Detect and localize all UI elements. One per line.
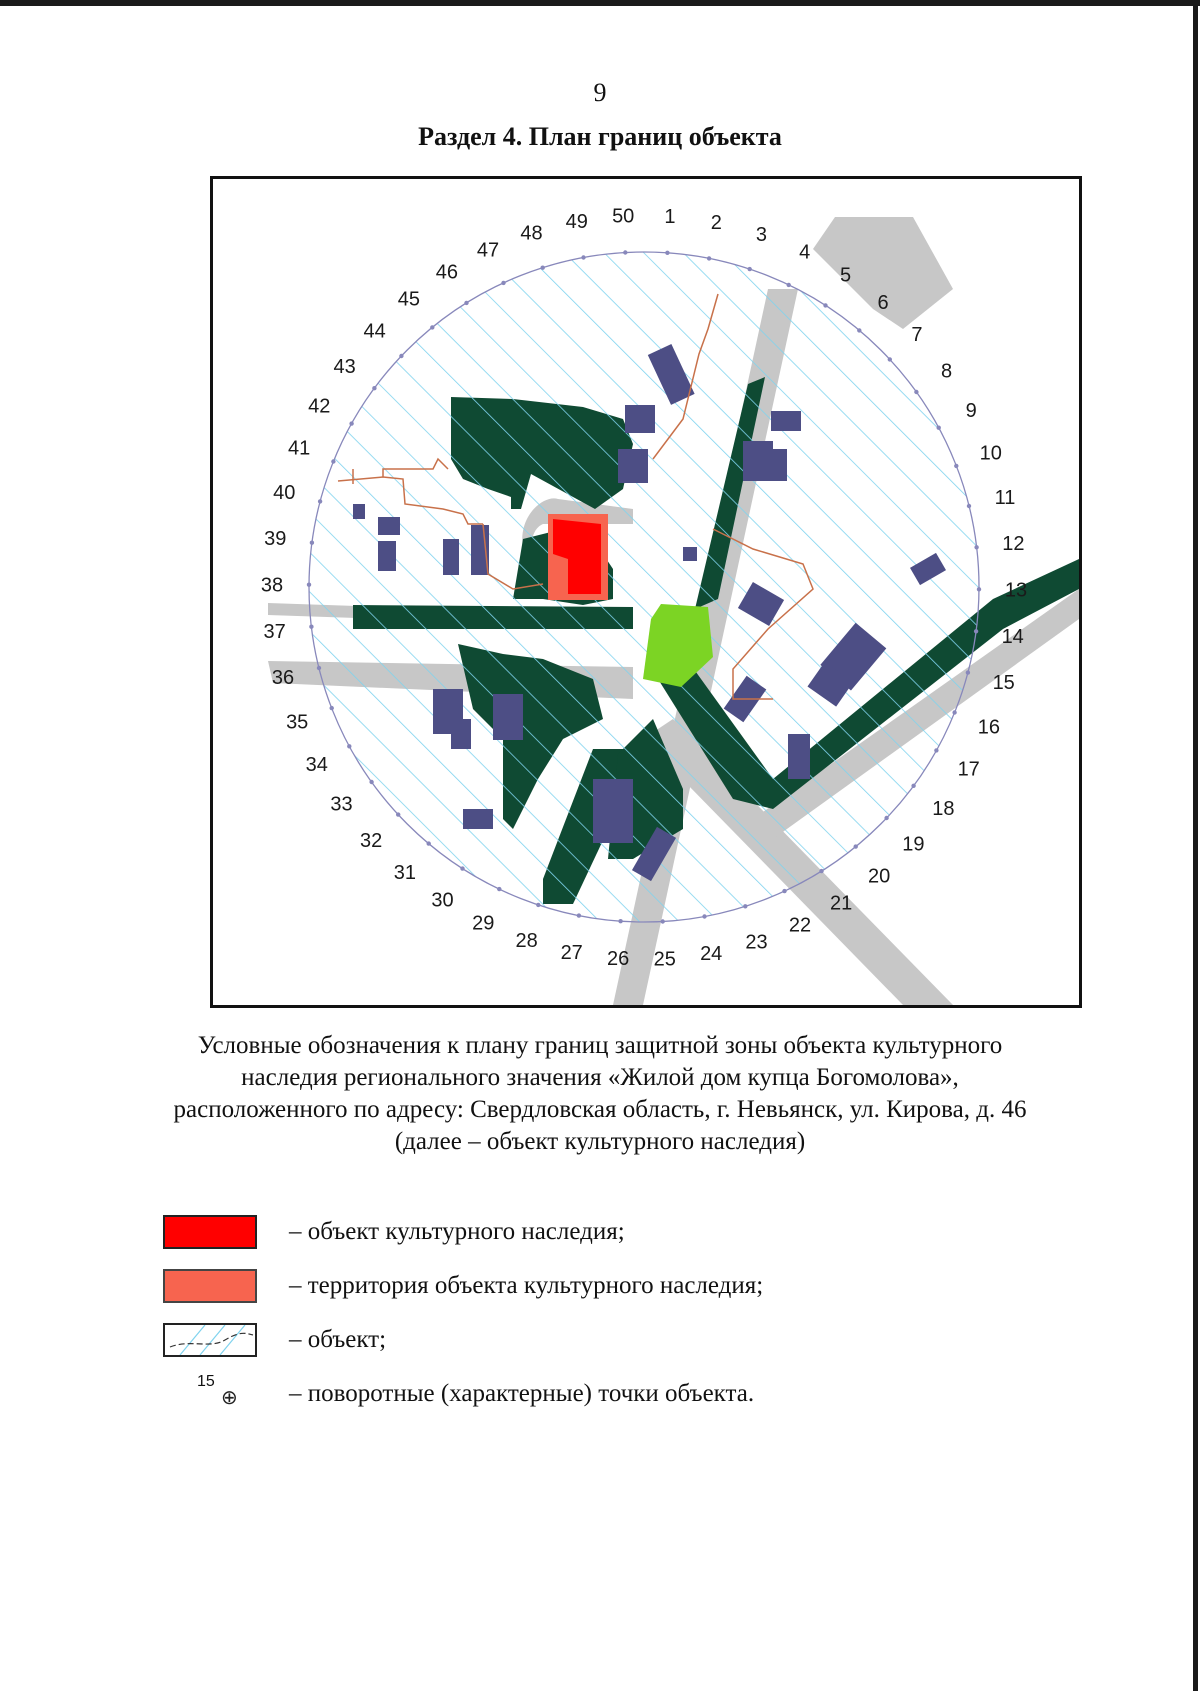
- building: [493, 694, 523, 740]
- boundary-point-marker: [952, 710, 956, 714]
- boundary-point-marker: [665, 251, 669, 255]
- turning-point-number: 15: [197, 1373, 215, 1390]
- boundary-point-marker: [536, 903, 540, 907]
- legend-label: – объект культурного наследия;: [289, 1218, 625, 1245]
- boundary-point-marker: [581, 255, 585, 259]
- boundary-point-marker: [911, 784, 915, 788]
- boundary-point-label: 46: [435, 261, 459, 284]
- boundary-point-marker: [307, 583, 311, 587]
- boundary-point-marker: [857, 328, 861, 332]
- boundary-point-marker: [330, 706, 334, 710]
- section-title: Раздел 4. План границ объекта: [418, 122, 782, 151]
- boundary-point-label: 25: [653, 948, 676, 971]
- boundary-point-label: 3: [755, 224, 767, 246]
- building: [378, 517, 400, 535]
- boundary-point-marker: [661, 919, 665, 923]
- protective-zone: [309, 252, 979, 922]
- boundary-point-label: 45: [397, 288, 421, 311]
- boundary-plan-map: [210, 176, 1082, 1008]
- boundary-point-label: 36: [271, 667, 295, 689]
- boundary-point-label: 17: [957, 758, 980, 781]
- boundary-point-marker: [501, 281, 505, 285]
- boundary-point-marker: [430, 325, 434, 329]
- boundary-point-label: 49: [565, 211, 588, 234]
- boundary-point-marker: [460, 866, 464, 870]
- boundary-point-label: 35: [286, 711, 309, 734]
- legend-item-object: [163, 1320, 387, 1360]
- boundary-point-label: 37: [263, 621, 286, 643]
- legend-label: – территория объекта культурного наследия;: [289, 1272, 764, 1299]
- legend-label: – объект;: [289, 1326, 387, 1353]
- building: [683, 547, 697, 561]
- caption-line-1: Условные обозначения к плану границ защитной зоны объекта культурного: [197, 1032, 1003, 1059]
- boundary-point-marker: [974, 629, 978, 633]
- boundary-point-marker: [743, 904, 747, 908]
- caption-line-2: наследия регионального значения «Жилой дом купца Богомолова»,: [241, 1064, 959, 1091]
- boundary-point-marker: [914, 390, 918, 394]
- boundary-point-label: 40: [273, 482, 296, 504]
- legend-turning-point-sample: [163, 1373, 257, 1411]
- boundary-point-marker: [966, 670, 970, 674]
- building: [771, 411, 801, 431]
- boundary-point-label: 26: [606, 948, 630, 971]
- building: [763, 449, 787, 481]
- legend-swatch-salmon: [163, 1269, 257, 1303]
- boundary-point-label: 30: [431, 889, 454, 912]
- boundary-point-marker: [577, 913, 581, 917]
- boundary-point-label: 24: [700, 942, 723, 965]
- boundary-point-marker: [623, 250, 627, 254]
- boundary-point-marker: [888, 357, 892, 361]
- boundary-point-marker: [787, 283, 791, 287]
- boundary-point-label: 9: [965, 400, 977, 423]
- boundary-point-label: 42: [308, 395, 331, 418]
- boundary-point-label: 5: [839, 264, 852, 287]
- building: [443, 539, 459, 575]
- boundary-point-label: 44: [363, 320, 386, 343]
- boundary-point-label: 41: [287, 437, 311, 460]
- legend-item-turning-point: [163, 1373, 755, 1414]
- boundary-point-label: 27: [560, 941, 583, 964]
- page-right-edge: [1193, 0, 1198, 1691]
- boundary-point-label: 18: [932, 797, 955, 820]
- boundary-point-marker: [954, 464, 958, 468]
- boundary-point-label: 31: [393, 862, 417, 884]
- boundary-point-marker: [748, 267, 752, 271]
- boundary-point-label: 32: [359, 829, 383, 852]
- boundary-point-label: 6: [877, 292, 889, 314]
- boundary-point-marker: [310, 541, 314, 545]
- legend-swatch-hatched: [163, 1323, 257, 1357]
- boundary-point-marker: [372, 386, 376, 390]
- building: [378, 541, 396, 571]
- boundary-point-label: 22: [788, 914, 812, 937]
- caption-line-4: (далее – объект культурного наследия): [394, 1128, 806, 1155]
- building: [788, 734, 810, 779]
- boundary-point-label: 29: [472, 912, 495, 935]
- legend-caption: [150, 1030, 1050, 1158]
- boundary-point-label: 11: [994, 487, 1016, 509]
- boundary-point-marker: [618, 919, 622, 923]
- boundary-point-marker: [707, 256, 711, 260]
- boundary-point-marker: [369, 780, 373, 784]
- boundary-point-label: 16: [977, 716, 1001, 739]
- boundary-point-marker: [977, 587, 981, 591]
- boundary-point-label: 47: [476, 239, 500, 262]
- page-top-edge: [0, 0, 1200, 6]
- building: [625, 405, 655, 433]
- boundary-point-label: 48: [520, 222, 543, 245]
- building: [593, 779, 633, 843]
- boundary-point-label: 38: [260, 574, 284, 597]
- caption-line-3: расположенного по адресу: Свердловская область, г. Невьянск, ул. Кирова, д. 46: [173, 1096, 1027, 1123]
- boundary-point-marker: [464, 301, 468, 305]
- building: [618, 449, 648, 483]
- building: [353, 504, 365, 519]
- boundary-point-label: 34: [305, 753, 328, 776]
- boundary-point-marker: [427, 841, 431, 845]
- boundary-point-label: 15: [992, 672, 1015, 694]
- boundary-point-marker: [854, 844, 858, 848]
- boundary-point-marker: [782, 889, 786, 893]
- building: [463, 809, 493, 829]
- boundary-point-label: 7: [911, 324, 923, 347]
- boundary-point-marker: [967, 504, 971, 508]
- boundary-point-label: 8: [940, 360, 953, 383]
- boundary-point-marker: [884, 816, 888, 820]
- boundary-point-marker: [819, 869, 823, 873]
- boundary-point-label: 23: [745, 931, 768, 954]
- boundary-point-marker: [702, 914, 706, 918]
- boundary-point-marker: [934, 748, 938, 752]
- boundary-point-marker: [317, 666, 321, 670]
- boundary-point-label: 1: [664, 205, 676, 228]
- boundary-point-label: 33: [330, 793, 353, 816]
- building: [451, 719, 471, 749]
- boundary-point-marker: [399, 354, 403, 358]
- boundary-point-label: 19: [902, 833, 925, 856]
- boundary-point-marker: [349, 421, 353, 425]
- boundary-point-marker: [497, 887, 501, 891]
- legend-swatch-red: [163, 1215, 257, 1249]
- legend-label: – поворотные (характерные) точки объекта.: [289, 1380, 755, 1407]
- page-number: 9: [593, 78, 607, 107]
- boundary-point-label: 4: [799, 241, 811, 264]
- boundary-point-marker: [937, 426, 941, 430]
- boundary-point-marker: [396, 812, 400, 816]
- boundary-point-marker: [823, 303, 827, 307]
- boundary-point-label: 13: [1004, 579, 1028, 602]
- legend-item-heritage-object: [163, 1212, 625, 1252]
- crosshair-icon: ⊕: [221, 1387, 238, 1409]
- legend-item-heritage-territory: [163, 1266, 764, 1306]
- boundary-point-marker: [318, 499, 322, 503]
- boundary-point-label: 20: [867, 865, 891, 888]
- boundary-point-label: 21: [829, 892, 853, 915]
- boundary-point-label: 12: [1002, 533, 1025, 555]
- boundary-point-label: 43: [333, 356, 356, 379]
- boundary-point-label: 39: [264, 527, 287, 550]
- boundary-point-label: 2: [710, 212, 722, 235]
- boundary-point-label: 28: [515, 930, 538, 952]
- boundary-point-marker: [541, 266, 545, 270]
- boundary-point-label: 14: [1001, 626, 1024, 649]
- heritage: [548, 514, 608, 600]
- boundary-point-marker: [309, 625, 313, 629]
- boundary-point-marker: [331, 459, 335, 463]
- boundary-point-label: 50: [612, 205, 635, 228]
- boundary-point-marker: [974, 545, 978, 549]
- boundary-point-label: 10: [979, 442, 1002, 465]
- boundary-point-marker: [347, 744, 351, 748]
